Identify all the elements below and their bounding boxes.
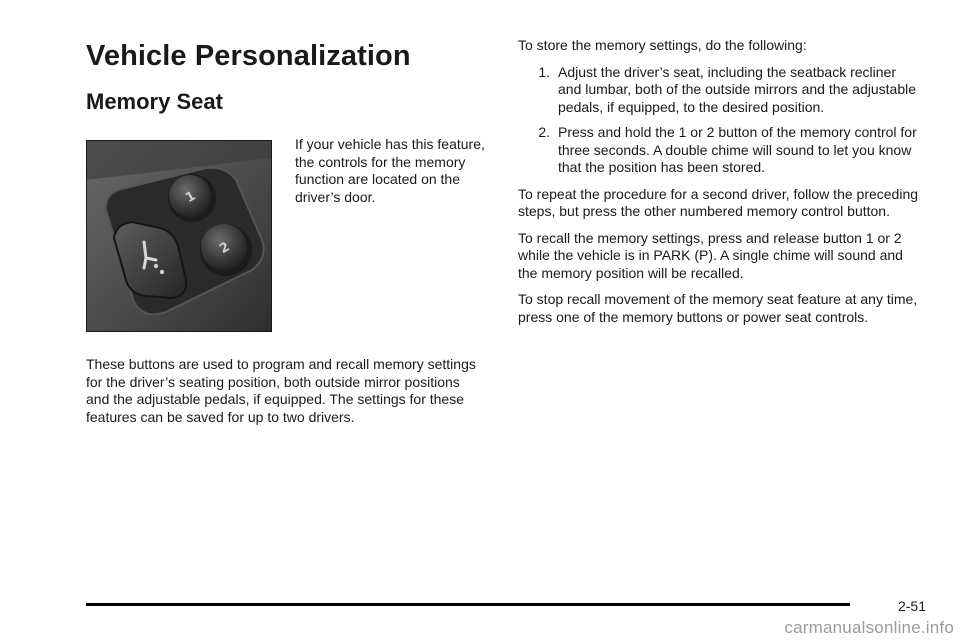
memory-buttons-photo: [86, 140, 272, 332]
list-item: [518, 64, 923, 117]
side-paragraph: If your vehicle has this feature, the controls for the memory function are located on the driver’s door.: [295, 136, 485, 205]
repeat-paragraph: To repeat the procedure for a second driver, follow the preceding steps, but press the other numbered memory control button.: [518, 185, 919, 219]
memory-button-1: [168, 174, 216, 222]
store-steps: [518, 64, 923, 177]
page-number: 2-51: [897, 598, 926, 614]
recall-paragraph: To recall the memory settings, press and release button 1 or 2 while the vehicle is in PARK (P). A single chime will sound and the memory position will be recalled.: [518, 229, 903, 281]
button-1-label: 1: [183, 188, 199, 207]
watermark: carmanualsonline.info: [784, 618, 954, 637]
step-text: Press and hold the 1 or 2 button of the memory control for three seconds. A double chime will sound to let you know that the position has been stored.: [558, 124, 917, 175]
list-item: [518, 124, 923, 177]
footer-rule: [86, 603, 850, 606]
section-heading: Memory Seat: [86, 89, 223, 114]
store-intro: To store the memory settings, do the following:: [518, 37, 807, 53]
page-title: Vehicle Personalization: [86, 40, 411, 72]
intro-paragraph: These buttons are used to program and recall memory settings for the driver’s seating position, both outside mirror positions and the adjustable pedals, if equipped. The settings for these features can be saved for up to two drivers.: [86, 356, 476, 425]
button-2-label: 2: [217, 239, 233, 258]
memory-button-2: [200, 224, 252, 276]
stop-paragraph: To stop recall movement of the memory seat feature at any time, press one of the memory buttons or power seat controls.: [518, 291, 918, 325]
step-number: 2.: [538, 124, 550, 140]
right-column: [518, 37, 923, 335]
step-text: Adjust the driver’s seat, including the seatback recliner and lumbar, both of the outside mirrors and the adjustable pedals, if equipped, to the desired position.: [558, 63, 916, 115]
step-number: 1.: [538, 63, 550, 80]
